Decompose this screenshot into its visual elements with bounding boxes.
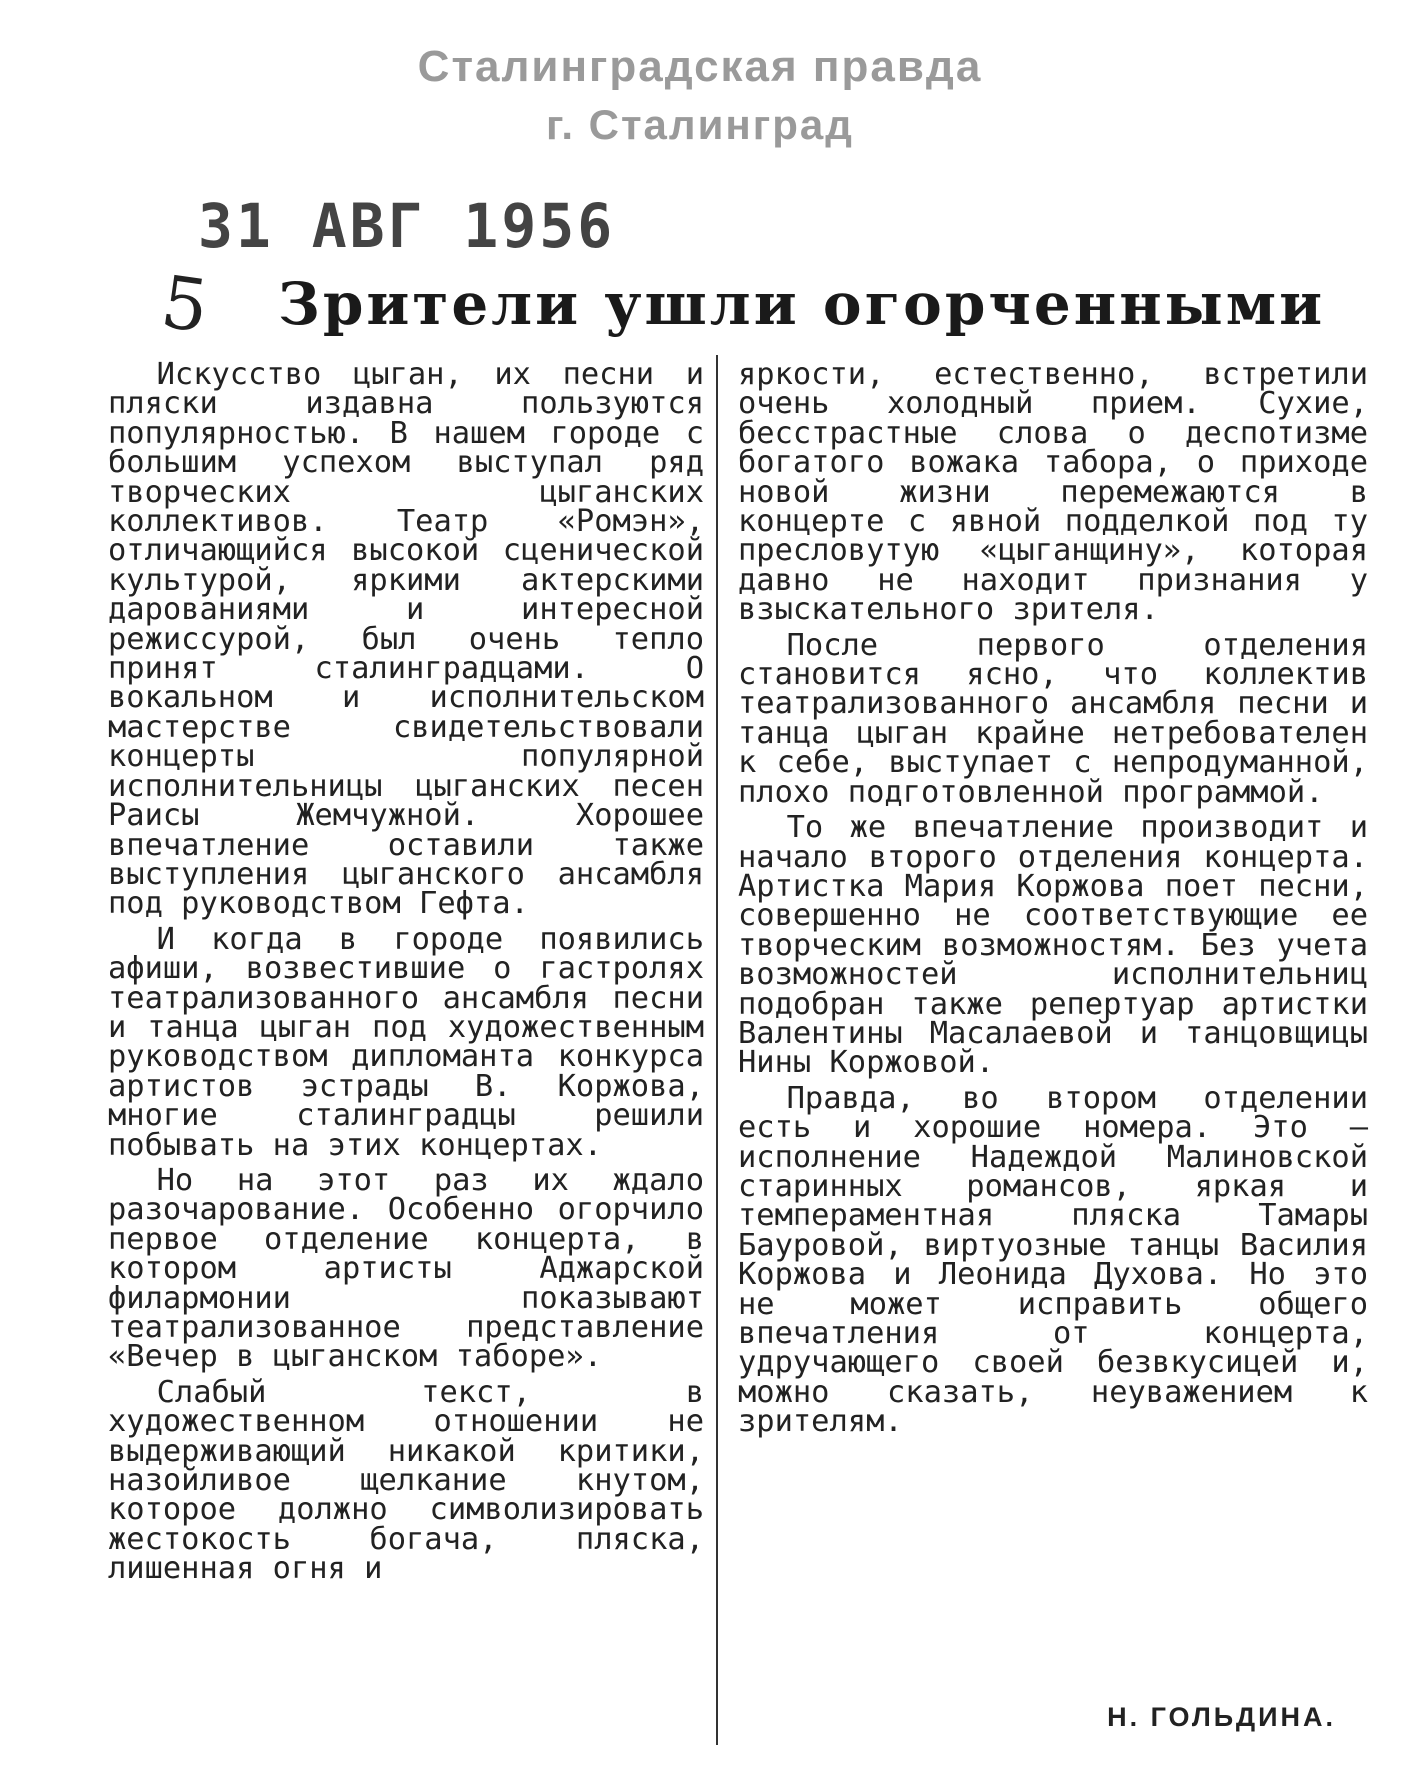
article-paragraph: Правда, во втором отделении есть и хорошие номера. Это — исполнение Надеждой Малиновской старинных романсов, яркая и темпераментная пляска Тамары Бауровой, виртуозные танцы Василия Коржова и Леонида Духова. Но это не может исправить общего впечатления от концерта, удручающего своей безвкусицей и, можно сказать, неуважением к зрителям. xyxy=(738,1080,1368,1440)
article-column-left xyxy=(108,357,704,1590)
article-paragraph: Искусство цыган, их песни и пляски издавна пользуются популярностью. В нашем городе с большим успехом выступал ряд творческих цыганских коллективов. Театр «Ромэн», отличающийся высокой сценической культурой, яркими актерскими дарованиями и интересной режиссурой, был очень тепло принят сталинградцами. О вокальном и исполнительском мастерстве свидетельствовали концерты популярной исполнительницы цыганских песен Раисы Жемчужной. Хорошее впечатление оставили также выступления цыганского ансамбля под руководством Гефта. xyxy=(108,357,704,922)
stamp-newspaper-name: Сталинградская правда xyxy=(417,42,983,91)
article-paragraph: То же впечатление производит и начало второго отделения концерта. Артистка Мария Коржова поет песни, совершенно не соответствующие ее творческим возможностям. Без учета возможностей исполнительниц подобран также репертуар артистки Валентины Масалаевой и танцовщицы Нины Коржовой. xyxy=(738,810,1368,1081)
date-stamp: 31 АВГ 1956 xyxy=(198,190,616,262)
article-paragraph: Но на этот раз их ждало разочарование. Особенно огорчило первое отделение концерта, в котором артисты Аджарской филармонии показывают театрализованное представление «Вечер в цыганском таборе». xyxy=(108,1162,704,1375)
article-paragraph: яркости, естественно, встретили очень холодный прием. Сухие, бесстрастные слова о деспотизме богатого вожака табора, о приходе новой жизни перемежаются в концерте с явной подделкой под ту пресловутую «цыганщину», которая давно не находит признания у взыскательного зрителя. xyxy=(738,357,1368,628)
article-headline: Зрители ушли огорченными xyxy=(278,270,1326,338)
author-signature: Н. ГОЛЬДИНА. xyxy=(1107,1702,1336,1732)
article-paragraph: Слабый текст, в художественном отношении не выдерживающий никакой критики, назойливое щелкание кнутом, которое должно символизировать жестокость богача, пляска, лишенная огня и xyxy=(108,1374,704,1587)
handwritten-margin-mark: 5 xyxy=(156,259,214,349)
column-divider xyxy=(716,355,718,1745)
stamp-city: г. Сталинград xyxy=(546,101,854,148)
article-column-right xyxy=(738,357,1368,1443)
article-paragraph: После первого отделения становится ясно, что коллектив театрализованного ансамбля песни и танца цыган крайне нетребователен к себе, выступает с непродуманной, плохо подготовленной программой. xyxy=(738,627,1368,810)
article-paragraph: И когда в городе появились афиши, возвестившие о гастролях театрализованного ансамбля песни и танца цыган под художественным руководством дипломанта конкурса артистов эстрады В. Коржова, многие сталинградцы решили побывать на этих концертах. xyxy=(108,921,704,1163)
newspaper-source-stamp xyxy=(380,38,1020,154)
